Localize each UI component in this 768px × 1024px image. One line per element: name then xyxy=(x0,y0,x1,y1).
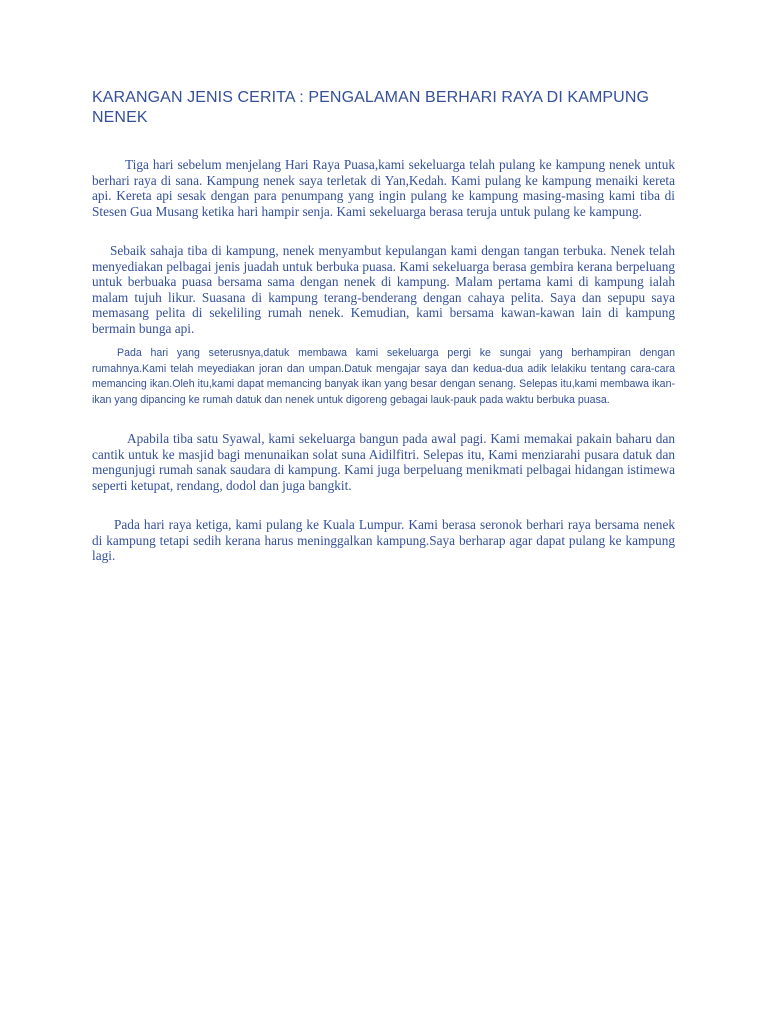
paragraph-1: Tiga hari sebelum menjelang Hari Raya Puasa,kami sekeluarga telah pulang ke kampung nenek untuk berhari raya di sana. Kampung nenek saya terletak di Yan,Kedah. Kami pulang ke kampung menaiki kereta api. Kereta api sesak dengan para penumpang yang ingin pulang ke kampung masing-masing kami tiba di Stesen Gua Musang ketika hari hampir senja. Kami sekeluarga berasa teruja untuk pulang ke kampung. xyxy=(92,157,675,219)
essay-title: KARANGAN JENIS CERITA : PENGALAMAN BERHARI RAYA DI KAMPUNG NENEK xyxy=(92,89,650,126)
paragraph-2: Sebaik sahaja tiba di kampung, nenek menyambut kepulangan kami dengan tangan terbuka. Nenek telah menyediakan pelbagai jenis juadah untuk berbuka puasa. Kami sekeluarga berasa gembira kerana berpeluang untuk berbuaka puasa bersama sama dengan nenek di kampung. Malam pertama kami di kampung ialah malam tujuh likur. Suasana di kampung terang-benderang dengan cahaya pelita. Saya dan sepupu saya memasang pelita di sekeliling rumah nenek. Kemudian, kami bersama kawan-kawan lain di kampung bermain bunga api. xyxy=(92,243,675,336)
paragraph-3: Pada hari yang seterusnya,datuk membawa kami sekeluarga pergi ke sungai yang berhampiran dengan rumahnya.Kami telah meyediakan joran dan umpan.Datuk mengajar saya dan kedua-dua adik lelakiku tentang cara-cara memancing ikan.Oleh itu,kami dapat memancing banyak ikan yang besar dengan senang. Selepas itu,kami membawa ikan-ikan yang dipancing ke rumah datuk dan nenek untuk digoreng gebagai lauk-pauk pada waktu berbuka puasa. xyxy=(92,347,675,406)
paragraph-4: Apabila tiba satu Syawal, kami sekeluarga bangun pada awal pagi. Kami memakai pakain baharu dan cantik untuk ke masjid bagi menunaikan solat suna Aidilfitri. Selepas itu, Kami menziarahi pusara datuk dan mengunjugi rumah sanak saudara di kampung. Kami juga berpeluang menikmati pelbagai hidangan istimewa seperti ketupat, rendang, dodol dan juga bangkit. xyxy=(92,431,675,493)
paragraph-5: Pada hari raya ketiga, kami pulang ke Kuala Lumpur. Kami berasa seronok berhari raya bersama nenek di kampung tetapi sedih kerana harus meninggalkan kampung.Saya berharap agar dapat pulang ke kampung lagi. xyxy=(92,517,675,563)
